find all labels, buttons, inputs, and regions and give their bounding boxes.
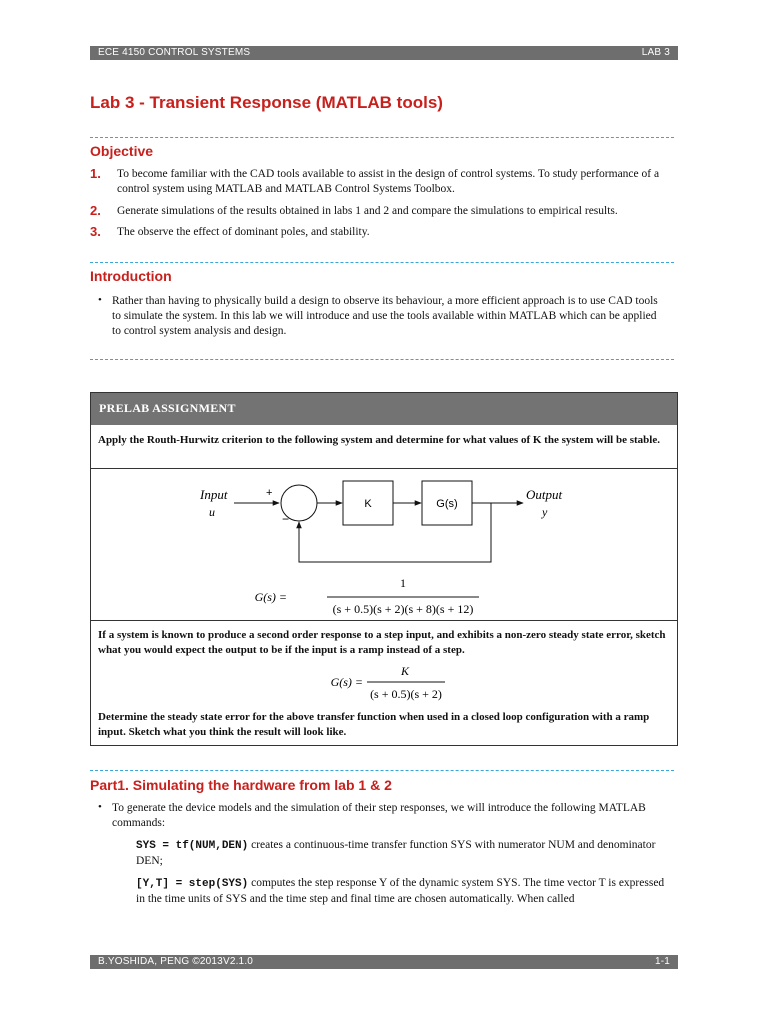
footer-page: 1-1	[654, 956, 670, 967]
equation-2	[91, 661, 677, 707]
prelab-question-3: Determine the steady state error for the above transfer function when used in a closed loop configuration with a ramp input. Sketch what you think the result will look like.	[98, 711, 650, 738]
page-title: Lab 3 - Transient Response (MATLAB tools)	[90, 93, 443, 112]
item-number: 2.	[90, 203, 101, 218]
summing-junction	[281, 485, 317, 521]
header-bar	[90, 46, 678, 60]
command-step-code: [Y,T] = step(SYS)	[136, 878, 249, 890]
input-var: u	[209, 505, 215, 519]
divider	[90, 262, 674, 263]
bullet-dot: •	[98, 801, 102, 813]
bullet-text: To generate the device models and the simulation of their step responses, we will introduce the following MATLAB commands:	[112, 802, 646, 829]
bullet-dot: •	[98, 294, 102, 306]
eq2-numerator: K	[400, 664, 410, 678]
command-tf-code: SYS = tf(NUM,DEN)	[136, 840, 249, 852]
box-divider	[91, 620, 677, 621]
prelab-question-1: Apply the Routh-Hurwitz criterion to the following system and determine for what values of K the system will be stable.	[98, 434, 660, 446]
eq2-denominator: (s + 0.5)(s + 2)	[370, 687, 442, 701]
header-lab: LAB 3	[641, 47, 670, 58]
plus-sign: +	[266, 487, 273, 499]
objective-heading: Objective	[90, 143, 154, 159]
command-step	[136, 876, 670, 907]
output-label: Output	[526, 487, 563, 502]
header-course: ECE 4150 CONTROL SYSTEMS	[98, 47, 251, 58]
footer-author: B.YOSHIDA, PENG ©2013V2.1.0	[98, 956, 254, 967]
output-var: y	[542, 505, 548, 519]
minus-sign: −	[282, 512, 290, 526]
bullet-text: Rather than having to physically build a design to observe its behaviour, a more efficient approach is to use CAD tools to simulate the system. In this lab we will introduce and use the tools available within MATLAB which can be applied to control system analysis and design.	[112, 295, 658, 337]
introduction-heading: Introduction	[90, 268, 172, 284]
block-diagram	[91, 469, 677, 621]
divider	[90, 770, 674, 771]
command-tf	[136, 838, 670, 869]
item-text: The observe the effect of dominant poles, and stability.	[117, 226, 370, 238]
prelab-box	[90, 392, 678, 746]
item-text: To become familiar with the CAD tools available to assist in the design of control systems. To study performance of a control system using MATLAB and MATLAB Control Systems Toolbox.	[117, 168, 660, 195]
command-step-description: computes the step response Y of the dynamic system SYS. The time vector T is expressed in the time units of SYS and the time step and final time are chosen automatically. When called	[136, 877, 665, 905]
divider	[90, 359, 674, 360]
eq2-lhs: G(s) =	[330, 675, 363, 689]
part1-heading: Part1. Simulating the hardware from lab 1 & 2	[90, 777, 392, 793]
item-number: 1.	[90, 166, 101, 181]
divider	[90, 137, 674, 138]
eq1-denominator: (s + 0.5)(s + 2)(s + 8)(s + 12)	[332, 602, 474, 616]
gain-block-label: K	[364, 498, 372, 510]
prelab-heading: PRELAB ASSIGNMENT	[91, 393, 677, 425]
item-text: Generate simulations of the results obtained in labs 1 and 2 and compare the simulations to empirical results.	[117, 205, 618, 217]
eq1-numerator: 1	[400, 576, 406, 590]
command-tf-description: creates a continuous-time transfer function SYS with numerator NUM and denominator DEN;	[136, 839, 656, 867]
prelab-question-2: If a system is known to produce a second order response to a step input, and exhibits a non-zero steady state error, sketch what you would expect the output to be if the input is a ramp instead of a step.	[98, 629, 666, 656]
eq1-lhs: G(s) =	[254, 590, 287, 604]
plant-block-label: G(s)	[436, 498, 458, 510]
input-label: Input	[200, 487, 228, 502]
footer-bar	[90, 955, 678, 969]
item-number: 3.	[90, 224, 101, 239]
